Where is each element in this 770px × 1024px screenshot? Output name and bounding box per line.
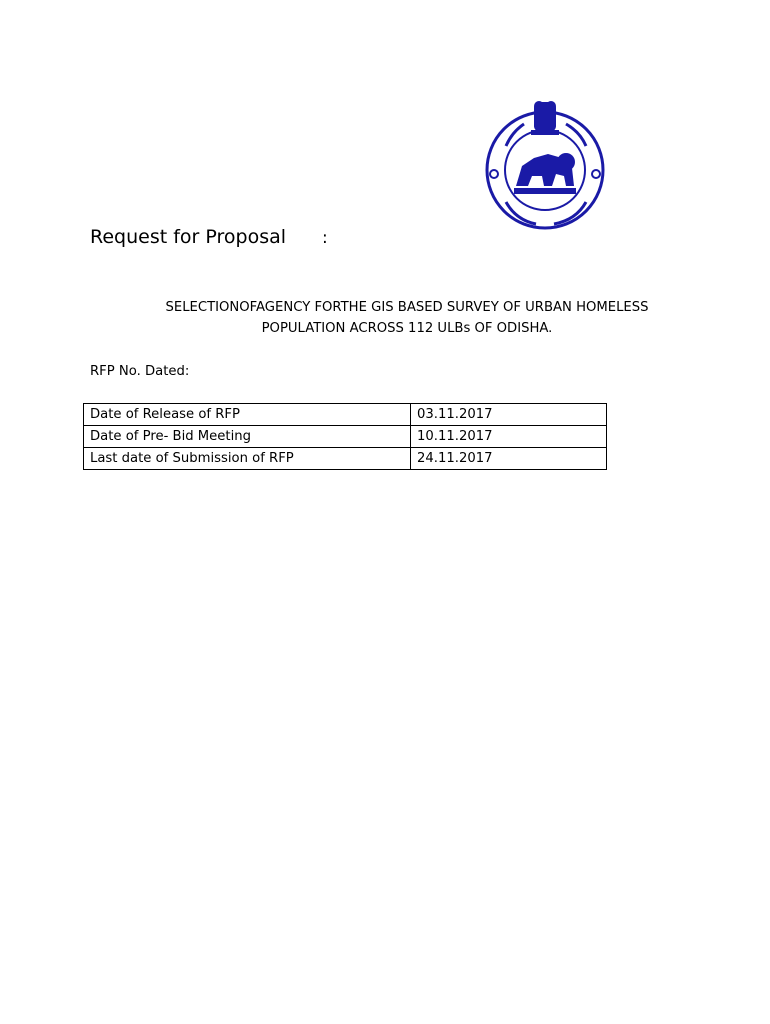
- odisha-seal-logo: [476, 94, 614, 242]
- title-colon: :: [322, 228, 328, 248]
- schedule-label: Date of Pre- Bid Meeting: [84, 426, 411, 448]
- table-row: [84, 404, 607, 426]
- document-title: Request for Proposal: [90, 226, 287, 248]
- subject-line-2: POPULATION ACROSS 112 ULBs OF ODISHA.: [261, 321, 553, 336]
- table-row: [84, 448, 607, 470]
- seal-emblem-icon: [476, 94, 614, 242]
- schedule-date: 03.11.2017: [411, 404, 607, 426]
- schedule-label: Last date of Submission of RFP: [84, 448, 411, 470]
- schedule-date: 10.11.2017: [411, 426, 607, 448]
- schedule-date: 24.11.2017: [411, 448, 607, 470]
- rfp-number-dated: RFP No. Dated:: [90, 364, 190, 379]
- schedule-table: [83, 403, 607, 470]
- schedule-label: Date of Release of RFP: [84, 404, 411, 426]
- subject-line-1: SELECTIONOFAGENCY FORTHE GIS BASED SURVEY OF URBAN HOMELESS: [165, 300, 649, 315]
- table-row: [84, 426, 607, 448]
